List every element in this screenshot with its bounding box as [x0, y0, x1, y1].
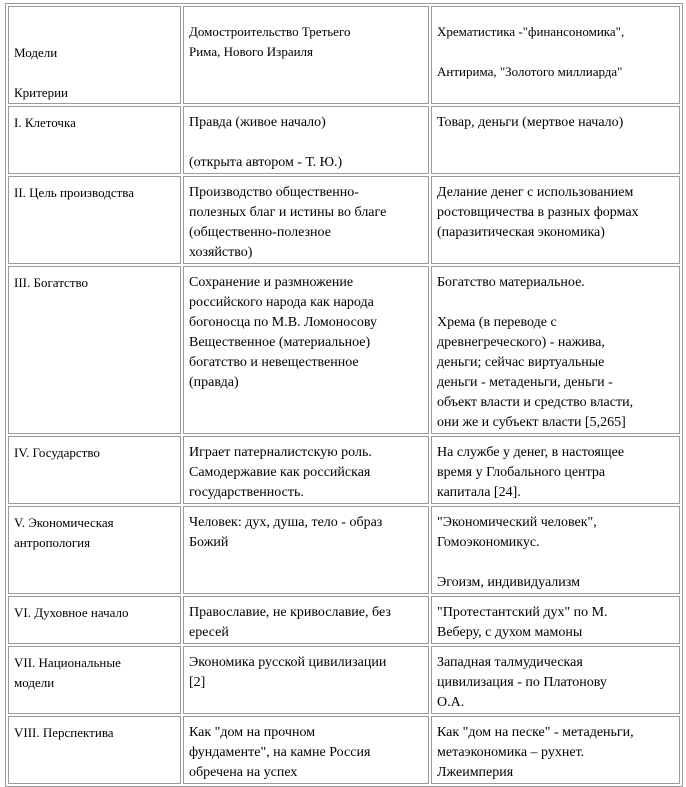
- criterion-cell: [8, 176, 181, 264]
- cell-text-line: (открыта автором - Т. Ю.): [189, 155, 343, 170]
- criterion-cell: [8, 266, 181, 434]
- cell-text-line: VI. Духовное начало: [14, 605, 129, 620]
- cell-text-line: они же и субъект власти [5,265]: [437, 415, 626, 430]
- cell-text-line: государственность.: [189, 485, 304, 500]
- cell-text-line: Товар, деньги (мертвое начало): [437, 115, 624, 130]
- model1-cell: [183, 436, 429, 504]
- model2-cell: [431, 506, 680, 594]
- spacer: [437, 293, 675, 313]
- model2-cell: [431, 266, 680, 434]
- cell-text-line: (общественно-полезное: [189, 225, 331, 240]
- model2-cell: [431, 646, 680, 714]
- cell-text-line: Самодержавие как российская: [189, 465, 371, 480]
- cell-text-line: ростовщичества в разных формах: [437, 205, 639, 220]
- model1-cell: [183, 176, 429, 264]
- cell-text-line: Играет патерналистскую роль.: [189, 445, 372, 460]
- header-models-label: Модели: [14, 45, 58, 60]
- cell-text-line: древнегреческого) - нажива,: [437, 335, 605, 350]
- model2-cell: [431, 106, 680, 174]
- criterion-cell: [8, 596, 181, 644]
- table-row: [8, 266, 680, 434]
- cell-text-line: российского народа как народа: [189, 295, 374, 310]
- cell-text-line: модели: [14, 675, 55, 690]
- cell-text-line: Правда (живое начало): [189, 115, 326, 130]
- model1-cell: [183, 716, 429, 784]
- cell-text-line: I. Клеточка: [14, 115, 76, 130]
- cell-text-line: Эгоизм, индивидуализм: [437, 575, 580, 590]
- model2-cell: [431, 176, 680, 264]
- table-row: [8, 106, 680, 174]
- cell-text-line: полезных благ и истины во благе: [189, 205, 387, 220]
- cell-text-line: Западная талмудическая: [437, 655, 583, 670]
- criterion-cell: [8, 646, 181, 714]
- spacer: [189, 133, 424, 153]
- cell-text-line: ересей: [189, 625, 229, 640]
- criterion-cell: [8, 506, 181, 594]
- cell-text-line: обречена на успех: [189, 765, 298, 780]
- cell-text-line: Экономика русской цивилизации: [189, 655, 387, 670]
- model2-cell: [431, 436, 680, 504]
- table-row: [8, 176, 680, 264]
- header-criteria-cell: [8, 6, 181, 104]
- cell-text-line: IV. Государство: [14, 445, 100, 460]
- model1-cell: [183, 596, 429, 644]
- criterion-cell: [8, 716, 181, 784]
- criterion-cell: [8, 436, 181, 504]
- spacer: [437, 42, 675, 62]
- model2-cell: [431, 596, 680, 644]
- table-row: [8, 506, 680, 594]
- spacer: [437, 553, 675, 573]
- cell-text-line: Божий: [189, 535, 229, 550]
- cell-text-line: деньги - метаденьги, деньги -: [437, 375, 613, 390]
- cell-text-line: хозяйство): [189, 245, 253, 260]
- model1-cell: [183, 506, 429, 594]
- table-row: [8, 716, 680, 784]
- cell-text-line: объект власти и средство власти,: [437, 395, 634, 410]
- cell-text-line: О.А.: [437, 695, 465, 710]
- header-model1-line: Рима, Нового Израиля: [189, 44, 314, 59]
- table-row: [8, 436, 680, 504]
- cell-text-line: (паразитическая экономика): [437, 225, 605, 240]
- cell-text-line: [2]: [189, 675, 206, 690]
- cell-text-line: Как "дом на песке" - метаденьги,: [437, 725, 634, 740]
- criterion-cell: [8, 106, 181, 174]
- cell-text-line: "Экономический человек",: [437, 515, 597, 530]
- header-model1-cell: [183, 6, 429, 104]
- cell-text-line: капитала [24].: [437, 485, 521, 500]
- header-model2-cell: [431, 6, 680, 104]
- cell-text-line: III. Богатство: [14, 275, 89, 290]
- model1-cell: [183, 646, 429, 714]
- cell-text-line: VIII. Перспектива: [14, 725, 114, 740]
- cell-text-line: антропология: [14, 535, 91, 550]
- cell-text-line: деньги; сейчас виртуальные: [437, 355, 605, 370]
- header-criteria-label: Критерии: [14, 85, 68, 100]
- cell-text-line: Богатство материальное.: [437, 275, 585, 290]
- cell-text-line: (правда): [189, 375, 239, 390]
- cell-text-line: Вещественное (материальное): [189, 335, 371, 350]
- cell-text-line: богатство и невещественное: [189, 355, 359, 370]
- cell-text-line: цивилизация - по Платонову: [437, 675, 607, 690]
- cell-text-line: Делание денег с использованием: [437, 185, 634, 200]
- cell-text-line: V. Экономическая: [14, 515, 114, 530]
- models-comparison-table: [5, 3, 683, 787]
- header-row: [8, 6, 680, 104]
- model1-cell: [183, 106, 429, 174]
- cell-text-line: метаэкономика – рухнет.: [437, 745, 585, 760]
- cell-text-line: Лжеимперия: [437, 765, 514, 780]
- spacer: [14, 63, 176, 83]
- cell-text-line: фундаменте", на камне Россия: [189, 745, 371, 760]
- model2-cell: [431, 716, 680, 784]
- cell-text-line: Человек: дух, душа, тело - образ: [189, 515, 383, 530]
- cell-text-line: "Протестантский дух" по М.: [437, 605, 608, 620]
- cell-text-line: Хрема (в переводе с: [437, 315, 557, 330]
- cell-text-line: VII. Национальные: [14, 655, 121, 670]
- cell-text-line: Сохранение и размножение: [189, 275, 354, 290]
- cell-text-line: богоносца по М.В. Ломоносову: [189, 315, 377, 330]
- table-row: [8, 596, 680, 644]
- cell-text-line: время у Глобального центра: [437, 465, 606, 480]
- cell-text-line: Как "дом на прочном: [189, 725, 316, 740]
- header-model2-line: Хрематистика -"финансономика",: [437, 24, 625, 39]
- model1-cell: [183, 266, 429, 434]
- header-model1-line: Домостроительство Третьего: [189, 24, 351, 39]
- header-model2-line: Антирима, "Золотого миллиарда": [437, 64, 623, 79]
- cell-text-line: Производство общественно-: [189, 185, 359, 200]
- cell-text-line: Гомоэкономикус.: [437, 535, 540, 550]
- cell-text-line: Веберу, с духом мамоны: [437, 625, 583, 640]
- cell-text-line: II. Цель производства: [14, 185, 135, 200]
- cell-text-line: На службе у денег, в настоящее: [437, 445, 625, 460]
- table-row: [8, 646, 680, 714]
- cell-text-line: Православие, не кривославие, без: [189, 605, 391, 620]
